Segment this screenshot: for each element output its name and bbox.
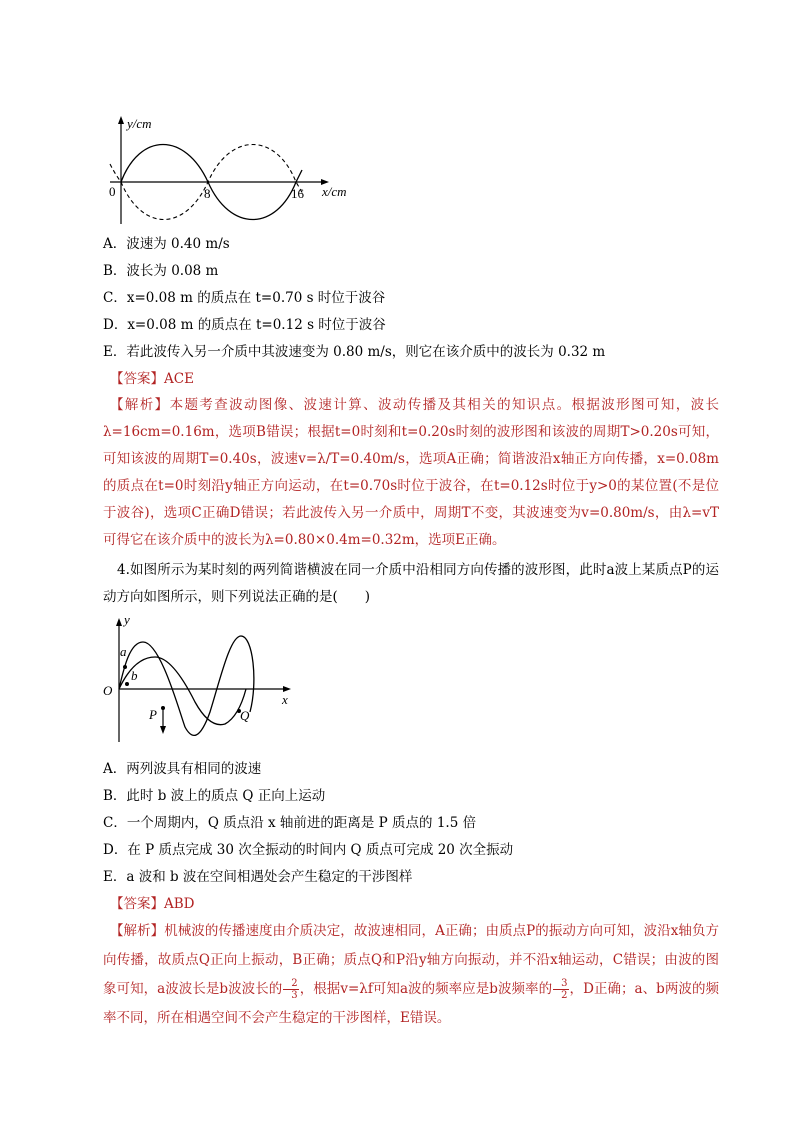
y-axis-label: y <box>124 612 130 627</box>
q4-analysis-part1: 机械波的传播速度由介质决定，故波速相同，A正确；由质点P的振动方向可知，波沿x轴负方向传播，故质点Q正向上振动，B正确；质点Q和P沿y轴方向振动，并不沿x轴运动，C错误；由波的图象可知，a波波长是b波波长的 <box>103 923 719 997</box>
fraction-two-thirds <box>283 978 298 1001</box>
point-a <box>123 665 127 669</box>
x-axis-label: x <box>282 692 288 707</box>
q4-analysis-part3: ，D正确；a、b两波的频率不同，所在相遇空间不会产生稳定的干涉图样，E错误。 <box>103 981 719 1026</box>
label-Q: Q <box>240 708 250 723</box>
point-b <box>125 682 129 686</box>
q4-analysis <box>103 917 719 1033</box>
q3-answer <box>110 370 194 388</box>
q4-option-e: E．a 波和 b 波在空间相遇处会产生稳定的干涉图样 <box>103 869 413 885</box>
solid-wave-tail <box>296 170 302 182</box>
q4-analysis-tag: 【解析】 <box>110 923 165 939</box>
q4-answer <box>110 895 195 913</box>
label-P: P <box>149 707 157 722</box>
q3-option-e: E．若此波传入另一介质中其波速变为 0.80 m/s，则它在该介质中的波长为 0.32 m <box>103 344 606 360</box>
q3-answer-tag: 【答案】 <box>110 371 164 387</box>
y-axis-arrow <box>116 618 122 626</box>
origin-label: 0 <box>109 184 116 199</box>
q3-analysis <box>103 392 719 554</box>
q4-answer-value: ABD <box>164 896 195 912</box>
fraction-numerator: 2 <box>283 978 298 990</box>
q4-option-d: D．在 P 质点完成 30 次全振动的时间内 Q 质点可完成 20 次全振动 <box>103 842 514 858</box>
q4-answer-tag: 【答案】 <box>110 896 164 912</box>
y-axis-arrow <box>118 116 124 124</box>
q3-option-b: B．波长为 0.08 m <box>103 263 219 279</box>
y-axis-label: y/cm <box>127 116 152 131</box>
q4-option-a: A．两列波具有相同的波速 <box>103 761 262 777</box>
origin-label: O <box>103 683 113 698</box>
q4-option-c: C．一个周期内，Q 质点沿 x 轴前进的距离是 P 质点的 1.5 倍 <box>103 815 477 831</box>
fraction-denominator: 3 <box>291 990 298 1001</box>
q4-analysis-part2: ，根据v=λf可知a波的频率应是b波频率的 <box>299 981 553 997</box>
q3-analysis-text: 本题考查波动图像、波速计算、波动传播及其相关的知识点。根据波形图可知，波长λ=16cm=0.16m，选项B错误；根据t=0时刻和t=0.20s时刻的波形图和该波的周期T>0.20s可知，可知该波的周期T=0.40s，波速v=λ/T=0.40m/s，选项A正确；简谐波沿x轴正方向传播，x=0.08m的质点在t=0时刻沿y轴正方向运动，在t=0.70s时位于波谷，在t=0.12s时位于y>0的某位置(不是位于波谷)，选项C正确D错误；若此波传入另一介质中，周期T不变，其波速变为v=0.80m/s，由λ=vT可得它在该介质中的波长为λ=0.80×0.4m=0.32m，选项E正确。 <box>103 397 720 548</box>
p-motion-arrowhead <box>160 726 166 734</box>
wave-figure-2 <box>100 612 300 748</box>
label-b: b <box>131 668 138 683</box>
q4-stem: 4.如图所示为某时刻的两列简谐横波在同一介质中沿相同方向传播的波形图，此时a波上某质点P的运动方向如图所示，则下列说法正确的是( ) <box>103 562 719 605</box>
q3-analysis-tag: 【解析】 <box>110 397 170 413</box>
q3-answer-value: ACE <box>164 371 194 387</box>
tick-label-8: 8 <box>204 186 211 201</box>
q4-option-b: B．此时 b 波上的质点 Q 正向上运动 <box>103 788 326 804</box>
q3-option-c: C．x=0.08 m 的质点在 t=0.70 s 时位于波谷 <box>103 290 386 306</box>
q3-option-a: A．波速为 0.40 m/s <box>103 236 230 252</box>
wave-b <box>119 657 246 725</box>
fraction-three-halves <box>553 978 568 1001</box>
tick-label-16: 16 <box>291 186 304 201</box>
fraction-denominator: 2 <box>561 990 568 1001</box>
wave-figure-1 <box>100 112 360 230</box>
x-axis-label: x/cm <box>322 184 347 199</box>
fraction-numerator: 3 <box>553 978 568 990</box>
label-a: a <box>120 644 127 659</box>
q3-option-d: D．x=0.08 m 的质点在 t=0.12 s 时位于波谷 <box>103 317 386 333</box>
